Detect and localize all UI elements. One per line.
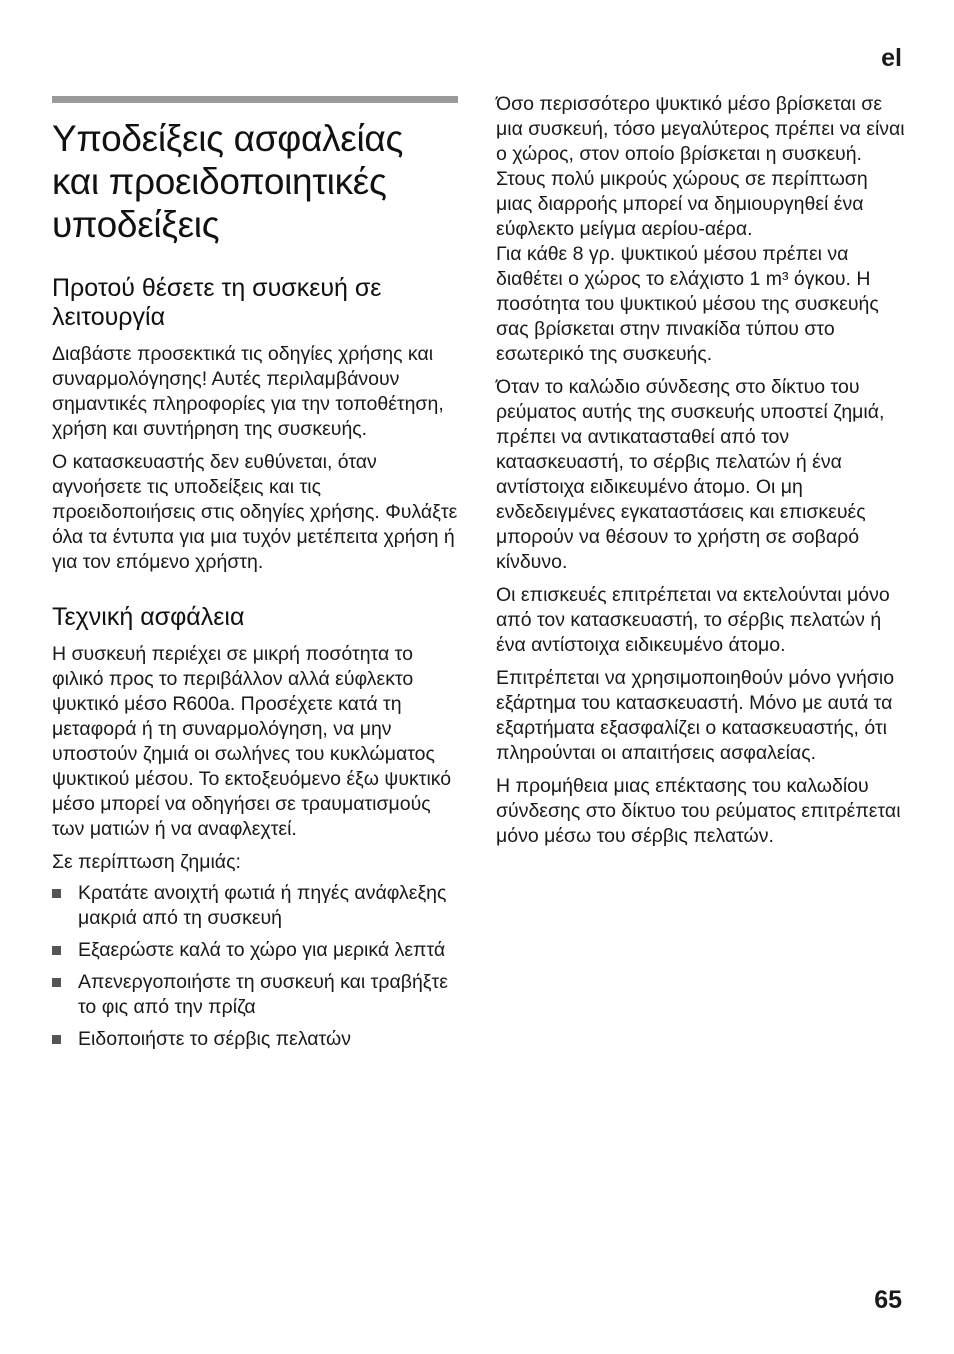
list-item bbox=[52, 938, 458, 963]
paragraph: Επιτρέπεται να χρησιμοποιηθούν μόνο γνήσιο εξάρτημα του κατασκευαστή. Μόνο με αυτά τα εξαρτήματα εξασφαλίζει ο κατασκευαστής, ότι πληρούνται οι απαιτήσεις ασφαλείας. bbox=[496, 667, 895, 764]
paragraph: Ο κατασκευαστής δεν ευθύνεται, όταν αγνοήσετε τις υποδείξεις και τις προειδοποιήσεις στις οδηγίες χρήσης. Φυλάξτε όλα τα έντυπα για μια τυχόν μετέπειτα χρήση ή για τον επόμενο χρήστη. bbox=[52, 451, 458, 573]
paragraph: Διαβάστε προσεκτικά τις οδηγίες χρήσης και συναρμολόγησης! Αυτές περιλαμβάνουν σημαντικές πληροφορίες για την τοποθέτηση, χρήση και συντήρηση της συσκευής. bbox=[52, 343, 444, 440]
square-bullet-icon bbox=[52, 946, 61, 955]
paragraph: Όταν το καλώδιο σύνδεσης στο δίκτυο του ρεύματος αυτής της συσκευής υποστεί ζημιά, πρέπει να αντικατασταθεί από τον κατασκευαστή, το σέρβις πελατών ή ένα αντίστοιχα ειδικευμένο άτομο. Οι μη ενδεδειγμένες εγκαταστάσεις και επισκευές μπορούν να θέσουν το χρήστη σε σοβαρό κίνδυνο. bbox=[496, 376, 885, 573]
list-item-text: Ειδοποιήστε το σέρβις πελατών bbox=[78, 1028, 351, 1050]
left-column bbox=[52, 96, 458, 1059]
language-code: el bbox=[881, 44, 902, 72]
paragraph: Οι επισκευές επιτρέπεται να εκτελούνται μόνο από τον κατασκευαστή, το σέρβις πελατών ή ένα αντίστοιχα ειδικευμένο άτομο. bbox=[496, 584, 890, 656]
damage-steps-list bbox=[52, 881, 458, 1052]
section-heading-before-use: Προτού θέσετε τη συσκευή σε λειτουργία bbox=[52, 274, 382, 331]
paragraph: Η προμήθεια μιας επέκτασης του καλωδίου σύνδεσης στο δίκτυο του ρεύματος επιτρέπεται μόνο μέσω του σέρβις πελατών. bbox=[496, 775, 901, 847]
list-item bbox=[52, 881, 458, 931]
paragraph: Η συσκευή περιέχει σε μικρή ποσότητα το φιλικό προς το περιβάλλον αλλά εύφλεκτο ψυκτικό μέσο R600a. Προσέχετε κατά τη μεταφορά ή τη συναρμολόγηση, να μην υποστούν ζημιά οι σωλήνες του κυκλώματος ψυκτικού μέσου. Το εκτοξευόμενο έξω ψυκτικό μέσο μπορεί να οδηγήσει σε τραυματισμούς των ματιών ή να αναφλεχτεί. bbox=[52, 643, 452, 840]
title-rule bbox=[52, 96, 458, 103]
list-item bbox=[52, 1027, 458, 1052]
paragraph: Για κάθε 8 γρ. ψυκτικού μέσου πρέπει να διαθέτει ο χώρος το ελάχιστο 1 m³ όγκου. Η ποσότητα του ψυκτικού μέσου της συσκευής σας βρίσκεται στην πινακίδα τύπου στο εσωτερικό της συσκευής. bbox=[496, 243, 879, 365]
square-bullet-icon bbox=[52, 978, 61, 987]
list-item-text: Εξαερώστε καλά το χώρο για μερικά λεπτά bbox=[78, 939, 446, 961]
page-number: 65 bbox=[874, 1286, 902, 1314]
damage-intro: Σε περίπτωση ζημιάς: bbox=[52, 851, 241, 873]
list-item bbox=[52, 970, 458, 1020]
section-heading-technical-safety: Τεχνική ασφάλεια bbox=[52, 603, 245, 631]
page-title: Υποδείξεις ασφαλείας και προειδοποιητικές υποδείξεις bbox=[52, 118, 404, 245]
list-item-text: Απενεργοποιήστε τη συσκευή και τραβήξτε το φις από την πρίζα bbox=[78, 971, 448, 1018]
right-column bbox=[496, 92, 906, 857]
paragraph: Όσο περισσότερο ψυκτικό μέσο βρίσκεται σε μια συσκευή, τόσο μεγαλύτερος πρέπει να είναι ο χώρος, στον οποίο βρίσκεται η συσκευή. Στους πολύ μικρούς χώρους σε περίπτωση μιας διαρροής μπορεί να δημιουργηθεί ένα εύφλεκτο μείγμα αερίου-αέρα. bbox=[496, 93, 905, 240]
square-bullet-icon bbox=[52, 1035, 61, 1044]
square-bullet-icon bbox=[52, 889, 61, 898]
list-item-text: Κρατάτε ανοιχτή φωτιά ή πηγές ανάφλεξης μακριά από τη συσκευή bbox=[78, 882, 447, 929]
